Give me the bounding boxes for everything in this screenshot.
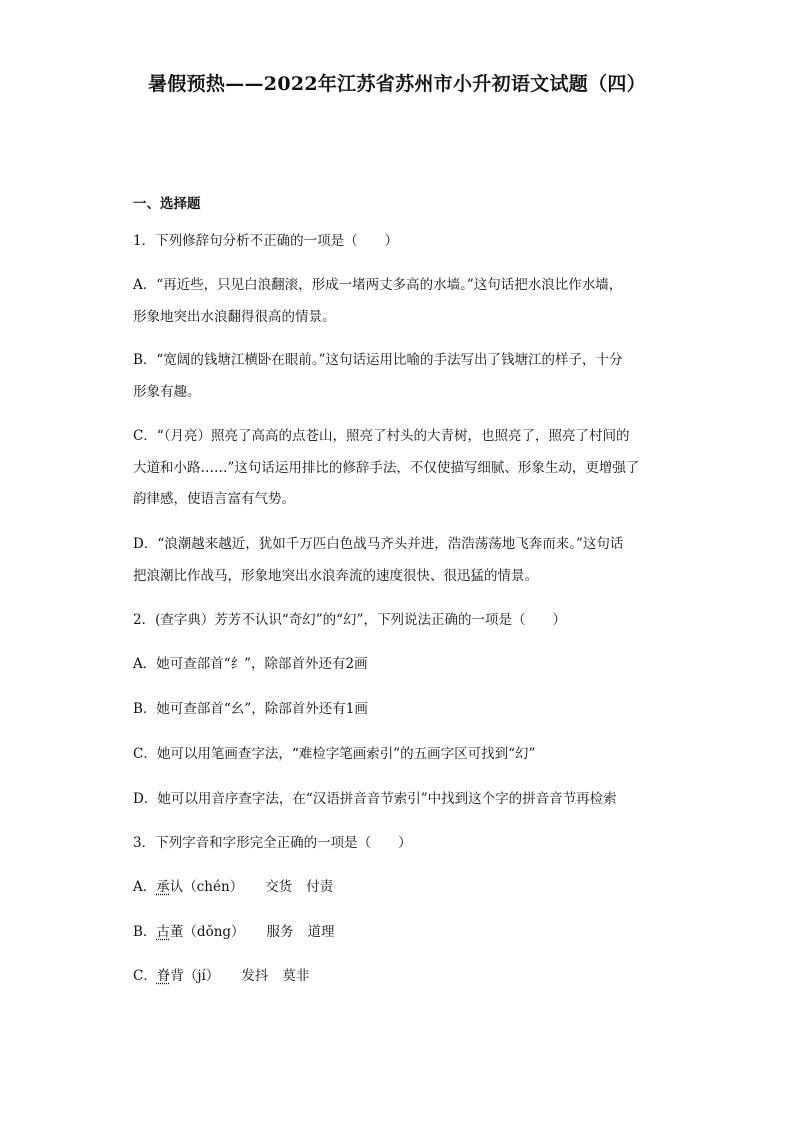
question-3-option-b (133, 917, 673, 949)
option-word-2: 服务 (266, 924, 294, 940)
option-word-1: 董（dǒng） (169, 924, 245, 940)
option-line: 形象地突出水浪翻得很高的情景。 (133, 308, 336, 325)
option-word-3: 道理 (307, 924, 335, 940)
question-3-stem: 3．下列字音和字形完全正确的一项是（ ） (133, 835, 412, 851)
option-line: C．“（月亮）照亮了高高的点苍山，照亮了村头的大青树，也照亮了，照亮了村间的 (133, 428, 630, 444)
option-word-1: 认（chén） (169, 879, 244, 895)
option-prefix: C． (133, 968, 157, 984)
question-2-option-d: D．她可以用音序查字法，在“汉语拼音音节索引”中找到这个字的拼音音节再检索 (133, 791, 617, 807)
option-prefix: A． (133, 879, 157, 895)
question-2-option-c: C．她可以用笔画查字法，“难检字笔画索引”的五画字区可找到“幻” (133, 746, 536, 762)
question-2-option-a: A．她可查部首“纟”，除部首外还有2画 (133, 656, 368, 672)
question-1-stem: 1．下列修辞句分析不正确的一项是（ ） (133, 233, 399, 249)
option-line: 形象有趣。 (133, 383, 201, 400)
option-line: D．“浪潮越来越近，犹如千万匹白色战马齐头并进，浩浩荡荡地飞奔而来。”这句话 (133, 536, 624, 552)
option-word-3: 付责 (306, 879, 334, 895)
emphasized-char: 脊 (156, 968, 171, 984)
option-line: B．“宽阔的钱塘江横卧在眼前。”这句话运用比喻的手法写出了钱塘江的样子，十分 (133, 352, 623, 368)
option-line: 大道和小路……”这句话运用排比的修辞手法，不仅使描写细腻、形象生动，更增强了 (133, 459, 640, 476)
option-word-3: 莫非 (282, 968, 310, 984)
question-1-option-d (133, 529, 673, 592)
emphasized-char: 古 (156, 924, 170, 940)
question-1-option-a (133, 270, 673, 333)
option-line: A．“再近些，只见白浪翻滚，形成一堵两丈多高的水墙。”这句话把水浪比作水墙， (133, 277, 623, 293)
option-word-2: 交货 (265, 879, 293, 895)
option-word-1: 背（jí） (170, 968, 220, 984)
option-line: 韵律感，使语言富有气势。 (133, 491, 295, 507)
question-1-option-b (133, 345, 673, 408)
option-word-2: 发抖 (241, 968, 269, 984)
question-3-option-c (133, 961, 673, 993)
question-2-stem: 2．(查字典）芳芳不认识“奇幻”的“幻”，下列说法正确的一项是（ ） (133, 612, 566, 628)
option-line: 把浪潮比作战马，形象地突出水浪奔流的速度很快、很迅猛的情景。 (133, 567, 538, 584)
page-title: 暑假预热——2022年江苏省苏州市小升初语文试题（四） (148, 73, 646, 95)
option-prefix: B． (133, 924, 157, 940)
question-2-option-b: B．她可查部首“幺”，除部首外还有1画 (133, 701, 368, 717)
question-3-option-a (133, 872, 673, 904)
section-heading: 一、选择题 (133, 196, 201, 212)
emphasized-char: 承 (156, 879, 170, 895)
question-1-option-c (133, 421, 673, 516)
